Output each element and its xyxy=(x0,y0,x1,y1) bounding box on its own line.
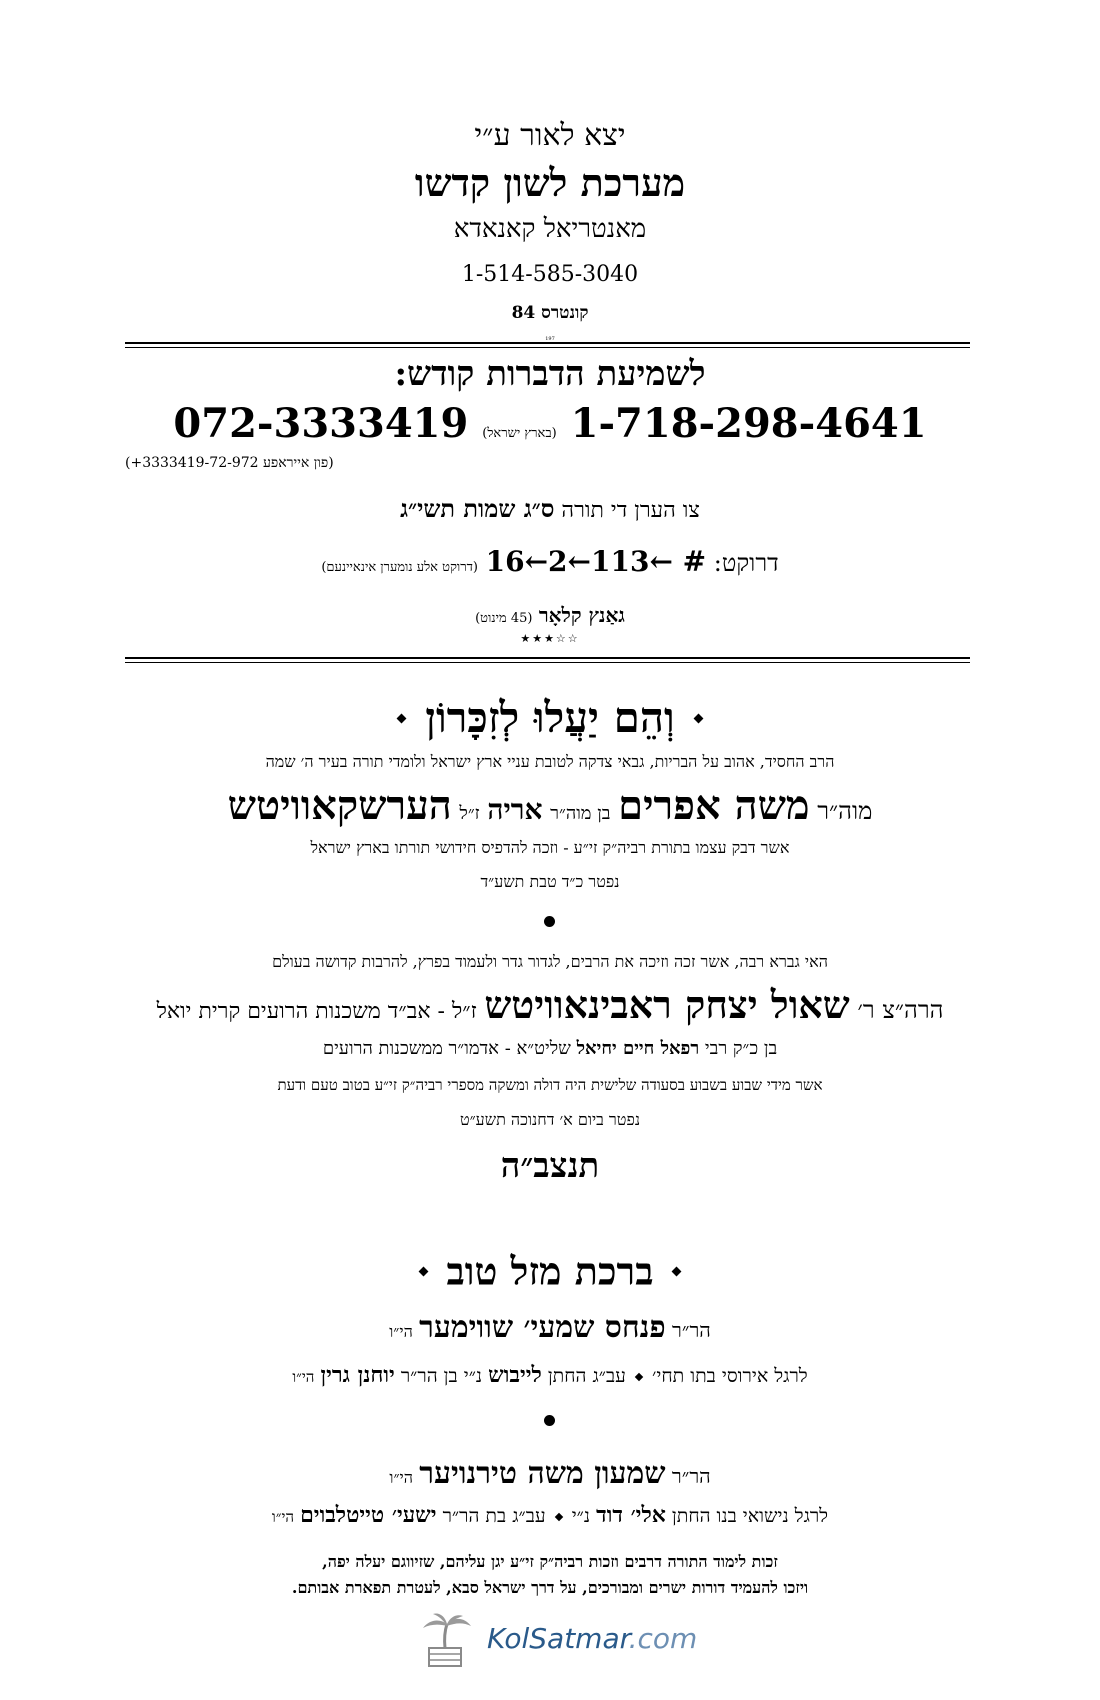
logo-brand: KolSatmar xyxy=(487,1622,629,1655)
press-label: דרוקט: xyxy=(713,549,779,577)
entry1-groom-name: לייבוש xyxy=(488,1362,542,1388)
entry2-hyv: הי״ו xyxy=(271,1508,295,1526)
rating-stars: ★★★☆☆ xyxy=(520,632,580,645)
entry2-occasion: לרגל נישואי בנו החתן xyxy=(671,1505,829,1527)
press-line xyxy=(0,545,1100,578)
palm-tree-icon xyxy=(415,1612,475,1670)
diamond-icon xyxy=(694,713,704,723)
duration-note: (45 מינוט) xyxy=(475,611,533,626)
person1-surname: הערשקאוויטש xyxy=(227,782,452,829)
entry2-details xyxy=(0,1502,1100,1528)
hotline-title: לשמיעת הדברות קודש: xyxy=(394,354,706,394)
person2-merit: אשר מידי שבוע בשבוע בסעודה שלישית היה דולה ומשקה מספרי רביה״ק זי״ע בטוב טעם ודעת xyxy=(277,1076,823,1094)
kolsatmar-logo[interactable] xyxy=(415,1612,698,1672)
mazel-tov-title xyxy=(0,1245,1100,1295)
middle-divider xyxy=(125,657,970,663)
person1-name-line xyxy=(0,782,1100,829)
person2-prefix: הרה״צ ר׳ xyxy=(857,996,944,1024)
topic-title: ס״ג שמות תשי״ג xyxy=(400,494,555,523)
memorial-closing: תנצב״ה xyxy=(500,1146,600,1186)
memorial-title-text: וְהֵם יַעֲלוּ לְזִכָּרוֹן xyxy=(425,693,675,742)
logo-domain: .com xyxy=(628,1622,698,1655)
person2-lineage-name: רפאל חיים יחיאל xyxy=(576,1038,700,1059)
person2-name: שאול יצחק ראבינאוויטש xyxy=(484,982,850,1027)
city: מאנטריאל קאנאדא xyxy=(453,214,647,244)
memorial-title xyxy=(0,690,1100,743)
entry1-occasion: לרגל אירוסי בתו תחי׳ xyxy=(651,1365,808,1387)
press-note: (דרוקט אלע נומערן אינאיינעם) xyxy=(321,560,478,575)
phone-israel: 072-3333419 xyxy=(173,400,469,447)
entry2-groom-name: אלי׳ דוד xyxy=(596,1502,666,1528)
entry1-groom-father: יוחנן גרין xyxy=(320,1362,395,1388)
topic-line xyxy=(0,494,1100,524)
logo-text xyxy=(487,1622,697,1655)
mazel-tov-title-text: ברכת מזל טוב xyxy=(446,1248,654,1294)
entry2-name: שמעון משה טירנויער xyxy=(419,1456,666,1491)
diamond-icon xyxy=(554,1513,562,1521)
hotline-phones xyxy=(0,400,1100,447)
entry2-ny: נ״י xyxy=(571,1505,591,1527)
israel-label: (בארץ ישראל) xyxy=(482,426,557,441)
person1-date: נפטר כ״ד טבת תשע״ד xyxy=(480,872,620,891)
person2-description: האי גברא רבה, אשר זכה וזיכה את הרבים, לגדור גדר ולעמוד בפרץ, להרבות קדושה בעולם xyxy=(272,952,828,971)
person1-prefix: מוה״ר xyxy=(817,797,873,825)
person1-zl: ז״ל xyxy=(459,803,480,824)
person1-first-name: משה אפרים xyxy=(618,782,810,829)
diamond-icon xyxy=(396,713,406,723)
booklet-number xyxy=(0,303,1100,323)
entry2-suffix: הי״ו xyxy=(389,1468,413,1487)
diamond-icon xyxy=(671,1267,681,1277)
blessing-line-1: זכות לימוד התורה דרבים וזכות רביה״ק זי״ע יגן עליהם, שזיווגם יעלה יפה, xyxy=(322,1552,778,1571)
separator-dot xyxy=(544,1415,555,1426)
person1-ben: בן מוה״ר xyxy=(550,803,611,824)
org-name: מערכת לשון קדשו xyxy=(414,160,686,205)
person2-date: נפטר ביום א׳ דחנוכה תשע״ט xyxy=(459,1110,641,1129)
entry1-hyv: הי״ו xyxy=(292,1368,315,1386)
entry1-suffix: הי״ו xyxy=(389,1322,413,1341)
entry1-name-line xyxy=(0,1310,1100,1345)
entry1-name: פנחס שמעי׳ שווימער xyxy=(419,1310,666,1345)
entry2-name-line xyxy=(0,1456,1100,1491)
entry1-details xyxy=(0,1362,1100,1388)
person1-father: אריה xyxy=(487,793,543,826)
phone-us: 1-718-298-4641 xyxy=(570,400,927,447)
europe-note: (פון אייראפע 3333419-72-972+) xyxy=(125,455,334,471)
person1-merit: אשר דבק עצמו בתורת רביה״ק זי״ע - וזכה להדפיס חידושי תורתו בארץ ישראל xyxy=(310,838,790,857)
entry1-ben: נ״י בן הר״ר xyxy=(400,1365,483,1387)
booklet-label: קונטרס xyxy=(541,303,589,323)
org-phone: 1-514-585-3040 xyxy=(461,262,639,287)
duration-line xyxy=(0,603,1100,628)
person2-name-line xyxy=(0,982,1100,1028)
separator-dot xyxy=(544,916,555,927)
topic-prefix: צו הערן די תורה xyxy=(561,498,700,523)
published-by: יצא לאור ע״י xyxy=(474,118,626,153)
person2-lineage xyxy=(0,1038,1100,1059)
entry2-bride-father: ישעי׳ טייטלבוים xyxy=(300,1502,437,1528)
blessing-line-2: ויזכו להעמיד דורות ישרים ומבורכים, על דרך ישראל סבא, לעטרת תפארת אבותם. xyxy=(291,1578,809,1597)
person2-lineage-pre: בן כ״ק רבי xyxy=(704,1038,778,1059)
booklet-value: 84 xyxy=(511,303,536,323)
entry1-prefix: הר״ר xyxy=(672,1318,711,1342)
person2-lineage-post: שליט״א - אדמו״ר ממשכנות הרועים xyxy=(322,1038,571,1059)
entry1-groom-label: עב״ג החתן xyxy=(547,1365,626,1387)
entry2-prefix: הר״ר xyxy=(671,1464,711,1488)
diamond-icon xyxy=(635,1373,643,1381)
person1-description: הרב החסיד, אהוב על הבריות, גבאי צדקה לטובת עניי ארץ ישראל ולומדי תורה בעיר ה׳ שמה xyxy=(265,752,835,771)
entry2-bride-label: עב״ג בת הר״ר xyxy=(442,1505,546,1527)
diamond-icon xyxy=(419,1267,429,1277)
length-label: גאַנץ קלאָר xyxy=(538,603,625,627)
press-sequence: # ←113←2←16 xyxy=(485,545,707,578)
person2-suffix: ז״ל - אב״ד משכנות הרועים קרית יואל xyxy=(156,999,477,1024)
tiny-mark: 197 xyxy=(545,336,555,342)
top-divider xyxy=(125,342,970,348)
